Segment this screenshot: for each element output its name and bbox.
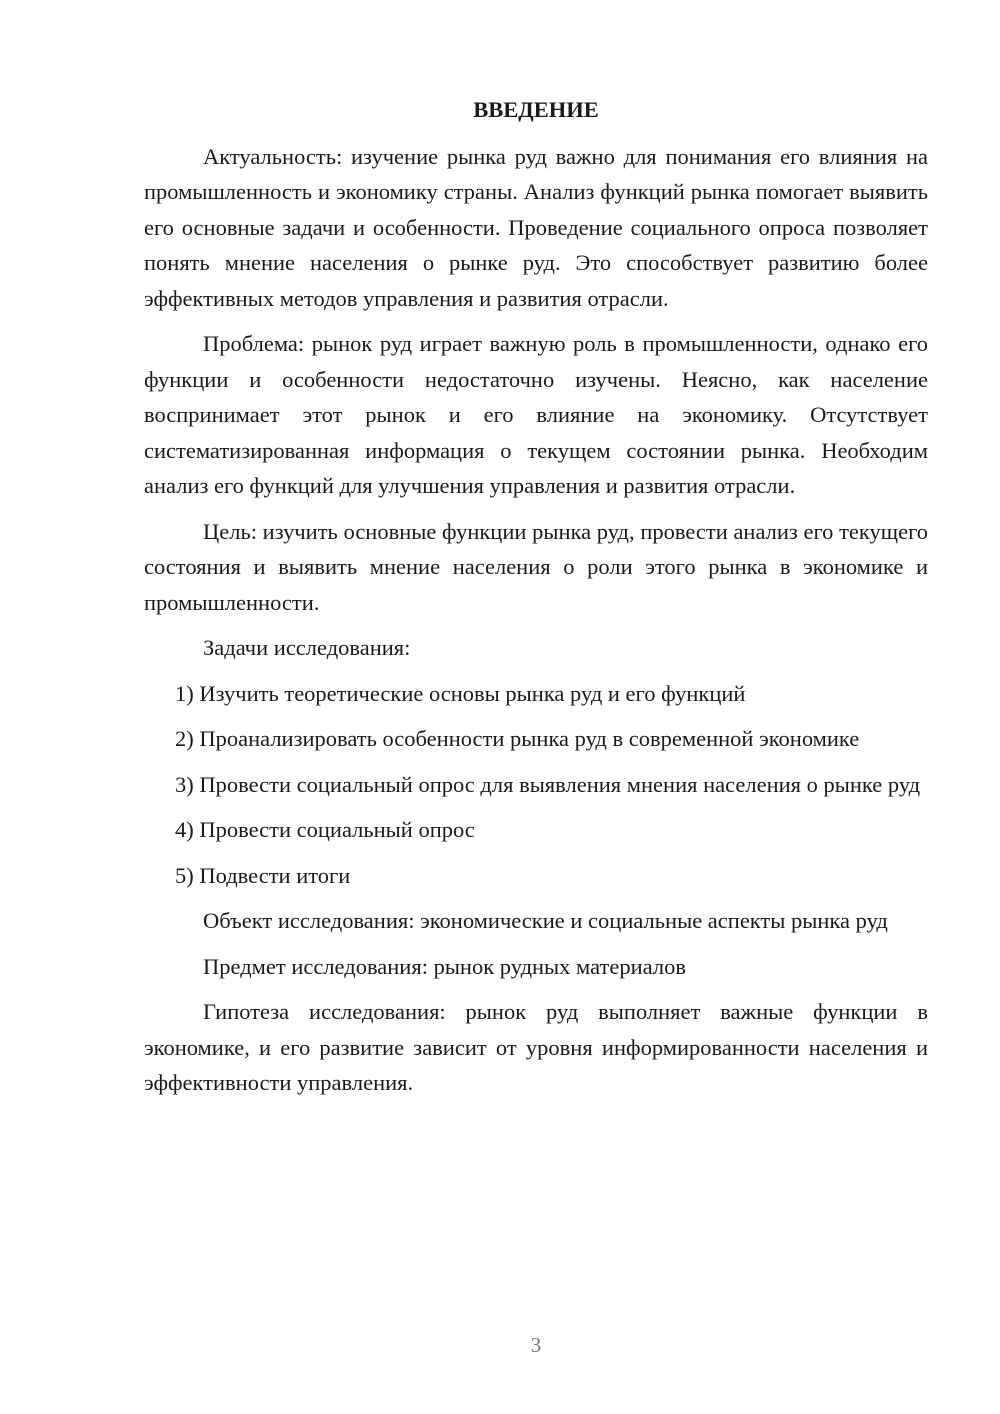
- hypothesis-paragraph: Гипотеза исследования: рынок руд выполняет важные функции в экономике, и его развитие зависит от уровня информированности населения и эффективности управления.: [144, 999, 928, 1095]
- list-item: 3) Провести социальный опрос для выявления мнения населения о рынке руд: [175, 771, 921, 797]
- subject-paragraph: Предмет исследования: рынок рудных материалов: [203, 953, 686, 979]
- list-item: 5) Подвести итоги: [175, 862, 351, 888]
- goal-paragraph: Цель: изучить основные функции рынка руд, провести анализ его текущего состояния и выявить мнение населения о роли этого рынка в экономике и промышленности.: [144, 518, 928, 615]
- page-title: ВВЕДЕНИЕ: [473, 97, 599, 122]
- list-item: 2) Проанализировать особенности рынка руд в современной экономике: [175, 726, 860, 751]
- problem-paragraph: Проблема: рынок руд играет важную роль в промышленности, однако его функции и особенности недостаточно изучены. Неясно, как население воспринимает этот рынок и его влияние на экономику. Отсутствует систематизированная информация о текущем состоянии рынка. Необходим анализ его функций для улучшения управления и развития отрасли.: [144, 331, 928, 498]
- tasks-heading: Задачи исследования:: [203, 635, 411, 660]
- list-item: 4) Провести социальный опрос: [175, 817, 475, 842]
- document-page: [144, 92, 928, 1111]
- relevance-paragraph: Актуальность: изучение рынка руд важно для понимания его влияния на промышленность и экономику страны. Анализ функций рынка помогает выявить его основные задачи и особенности. Проведение социального опроса позволяет понять мнение населения о рынке руд. Это способствует развитию более эффективных методов управления и развития отрасли.: [144, 143, 928, 311]
- tasks-list: [144, 676, 928, 894]
- object-paragraph: Объект исследования: экономические и социальные аспекты рынка руд: [203, 908, 888, 933]
- page-number: 3: [530, 1333, 542, 1357]
- list-item: 1) Изучить теоретические основы рынка руд и его функций: [175, 680, 746, 706]
